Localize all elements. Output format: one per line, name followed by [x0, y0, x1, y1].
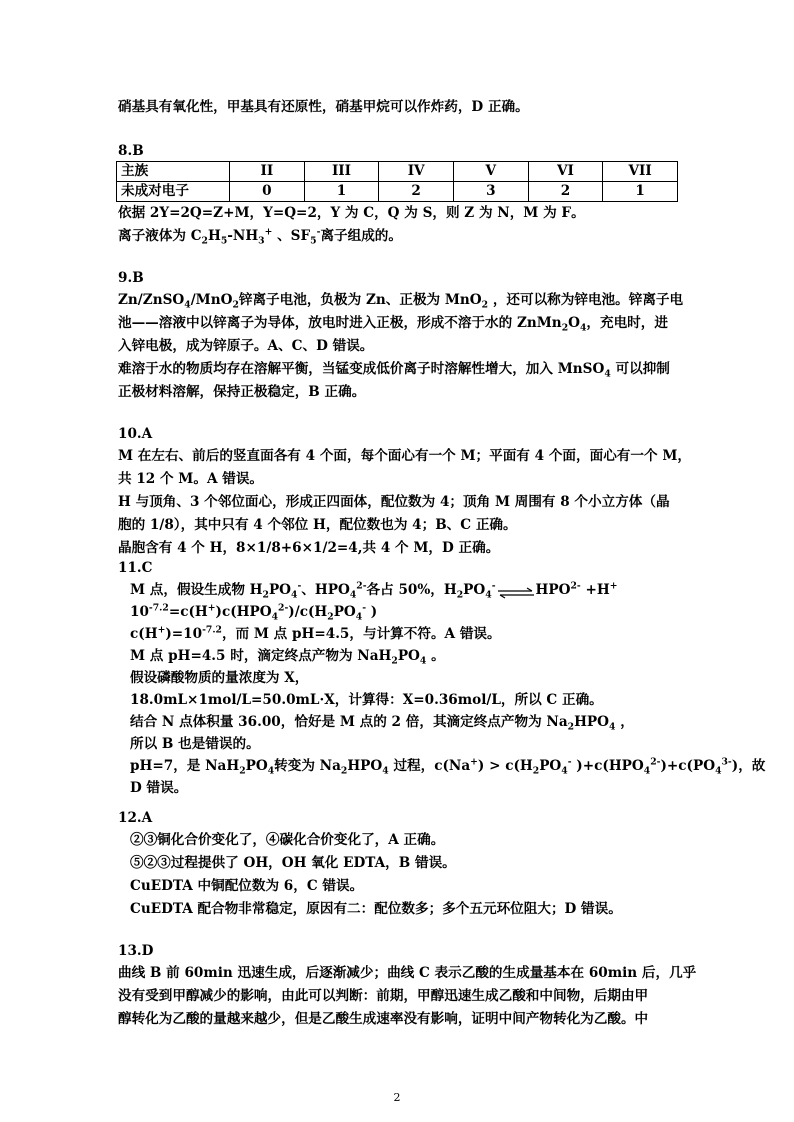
table-cell: 1 — [603, 182, 678, 202]
text-line: 难溶于水的物质均存在溶解平衡，当锰变成低价离子时溶解性增大，加入 MnSO$_4$ 可以抑制 — [118, 361, 670, 380]
text-line: pH=7，是 $NaH_2PO_4$转变为 $Na_2HPO_4$ 过程，$c(Na^+) > c(H_2PO_4^-$ )$+c(HPO_4^{2-})+c(PO_4^{3-})$，故 — [130, 756, 766, 777]
answer-heading-10: 10.A — [118, 426, 153, 442]
table-cell: 0 — [230, 182, 305, 202]
text-line: $10^{-7.2}=c(H^+)c(HPO_4^{2-})/c(H_2PO_4^-$ ) — [130, 602, 378, 623]
page-number: 2 — [393, 1091, 401, 1104]
text-line: 假设磷酸物质的量浓度为 X， — [130, 670, 309, 686]
unpaired-electron-table — [116, 161, 678, 202]
table-cell: 2 — [379, 182, 454, 202]
text-line: 共 12 个 M。A 错误。 — [118, 471, 264, 487]
text-line: CuEDTA 配合物非常稳定，原因有二：配位数多；多个五元环位阻大；D 错误。 — [130, 901, 622, 917]
text-line: 曲线 B 前 60min 迅速生成，后逐渐减少；曲线 C 表示乙酸的生成量基本在 60min 后，几乎 — [118, 965, 697, 981]
answer-heading-8: 8.B — [118, 143, 144, 159]
text-line: Zn/ZnSO$_4$/MnO$_2$锌离子电池，负极为 Zn、正极为 MnO$_2$ ，还可以称为锌电池。锌离子电 — [118, 292, 684, 311]
table-cell: V — [453, 162, 528, 182]
text-line: 依据 2Y=2Q=Z+M，Y=Q=2，Y 为 C，Q 为 S，则 Z 为 N，M 为 F。 — [118, 205, 585, 221]
table-cell: III — [304, 162, 379, 182]
table-row-header: 未成对电子 — [117, 182, 230, 202]
answer-heading-11: 11.C — [118, 560, 153, 576]
text-line: 离子液体为 $C_2H_5-NH_3^+$ 、$SF_5^-$离子组成的。 — [118, 226, 402, 247]
answer-heading-12: 12.A — [118, 810, 153, 826]
table-cell: 3 — [453, 182, 528, 202]
text-line: 结合 N 点体积量 36.00，恰好是 M 点的 2 倍，其滴定终点产物为 $Na_2HPO_4$ ， — [130, 714, 634, 733]
text-line: 正极材料溶解，保持正极稳定，B 正确。 — [118, 384, 366, 400]
table-cell: 1 — [304, 182, 379, 202]
table-row — [117, 182, 678, 202]
text-line: 胞的 1/8），其中只有 4 个邻位 H，配位数也为 4；B、C 正确。 — [118, 517, 517, 533]
text-line: 硝基具有氧化性，甲基具有还原性，硝基甲烷可以作炸药，D 正确。 — [118, 99, 529, 115]
equilibrium-arrow-icon — [496, 585, 536, 597]
table-cell: II — [230, 162, 305, 182]
text-line: 18.0mL×1mol/L=50.0mL·X，计算得：X=0.36mol/L，所以 C 正确。 — [130, 692, 603, 708]
table-row-header: 主族 — [117, 162, 230, 182]
text-line: 所以 B 也是错误的。 — [130, 736, 260, 752]
text-line: M 在左右、前后的竖直面各有 4 个面，每个面心有一个 M；平面有 4 个面，面心有一个 M， — [118, 448, 691, 464]
text-line: 醇转化为乙酸的量越来越少，但是乙酸生成速率没有影响，证明中间产物转化为乙酸。中 — [118, 1011, 649, 1027]
text-line: M 点，假设生成物 $H_2PO_4^-$、$HPO_4^{2-}$各占 50%，$H_2PO_4^-$ $HPO^{2-} +H^+$ — [130, 580, 618, 601]
table-cell: IV — [379, 162, 454, 182]
text-line: ⑤②③过程提供了 OH，OH 氧化 EDTA，B 错误。 — [130, 855, 456, 871]
text-line: ②③铜化合价变化了，④碳化合价变化了，A 正确。 — [130, 832, 445, 848]
text-line: 晶胞含有 4 个 H，8×1/8+6×1/2=4,共 4 个 M，D 正确。 — [118, 540, 500, 556]
text-line: 池——溶液中以锌离子为导体，放电时进入正极，形成不溶于水的 $ZnMn_2O_4$，充电时，进 — [118, 315, 668, 334]
text-line: M 点 pH=4.5 时，滴定终点产物为 $NaH_2PO_4$ 。 — [130, 648, 445, 667]
table-cell: VI — [528, 162, 603, 182]
text-line: D 错误。 — [130, 780, 188, 796]
text-line: 没有受到甲醇减少的影响，由此可以判断：前期，甲醇迅速生成乙酸和中间物，后期由甲 — [118, 988, 649, 1004]
answer-heading-13: 13.D — [118, 943, 154, 959]
table-cell: 2 — [528, 182, 603, 202]
text-line: CuEDTA 中铜配位数为 6，C 错误。 — [130, 878, 364, 894]
text-line: $c(H^+)=10^{-7.2}$，而 M 点 pH=4.5，与计算不符。A 错误。 — [130, 624, 501, 642]
table-row — [117, 162, 678, 182]
table-cell: VII — [603, 162, 678, 182]
answer-heading-9: 9.B — [118, 270, 144, 286]
text-line: 入锌电极，成为锌原子。A、C、D 错误。 — [118, 338, 374, 354]
text-line: H 与顶角、3 个邻位面心，形成正四面体，配位数为 4；顶角 M 周围有 8 个小立方体（晶 — [118, 494, 670, 510]
